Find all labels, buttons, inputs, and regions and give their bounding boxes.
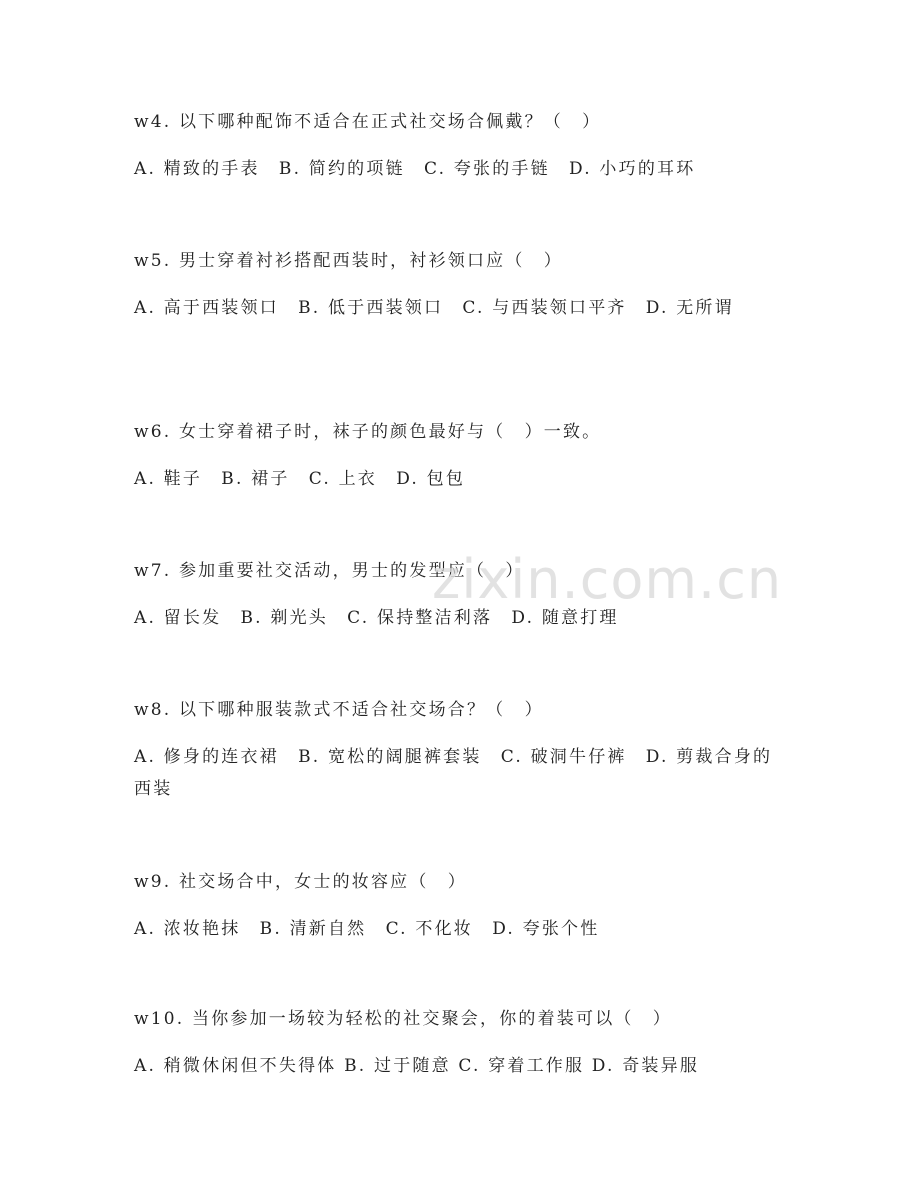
watermark: zixin.com.cn xyxy=(432,548,783,611)
question-options: A. 修身的连衣裙 B. 宽松的阔腿裤套装 C. 破洞牛仔裤 D. 剪裁合身的西装 xyxy=(134,747,773,799)
question-text: w4. 以下哪种配饰不适合在正式社交场合佩戴？（ ） xyxy=(134,112,602,132)
question-options: A. 留长发 B. 剃光头 C. 保持整洁利落 D. 随意打理 xyxy=(134,608,619,628)
question-options: A. 精致的手表 B. 简约的项链 C. 夸张的手链 D. 小巧的耳环 xyxy=(134,159,696,179)
question-text: w8. 以下哪种服装款式不适合社交场合？（ ） xyxy=(134,700,544,720)
question-w4 xyxy=(134,106,784,185)
question-w9 xyxy=(134,866,784,945)
question-w6 xyxy=(134,416,784,495)
question-w5 xyxy=(134,245,784,324)
question-w8 xyxy=(134,694,784,805)
question-options: A. 高于西装领口 B. 低于西装领口 C. 与西装领口平齐 D. 无所谓 xyxy=(134,298,734,318)
question-options: A. 浓妆艳抹 B. 清新自然 C. 不化妆 D. 夸张个性 xyxy=(134,919,600,939)
question-text: w9. 社交场合中，女士的妆容应（ ） xyxy=(134,872,467,892)
question-w10 xyxy=(134,1003,784,1082)
question-options: A. 稍微休闲但不失得体 B. 过于随意 C. 穿着工作服 D. 奇装异服 xyxy=(134,1056,700,1076)
question-text: w6. 女士穿着裙子时，袜子的颜色最好与（ ）一致。 xyxy=(134,422,602,442)
question-options: A. 鞋子 B. 裙子 C. 上衣 D. 包包 xyxy=(134,469,466,489)
question-text: w5. 男士穿着衬衫搭配西装时，衬衫领口应（ ） xyxy=(134,251,563,271)
question-text: w7. 参加重要社交活动，男士的发型应（ ） xyxy=(134,561,525,581)
question-text: w10. 当你参加一场较为轻松的社交聚会，你的着装可以（ ） xyxy=(134,1009,672,1029)
